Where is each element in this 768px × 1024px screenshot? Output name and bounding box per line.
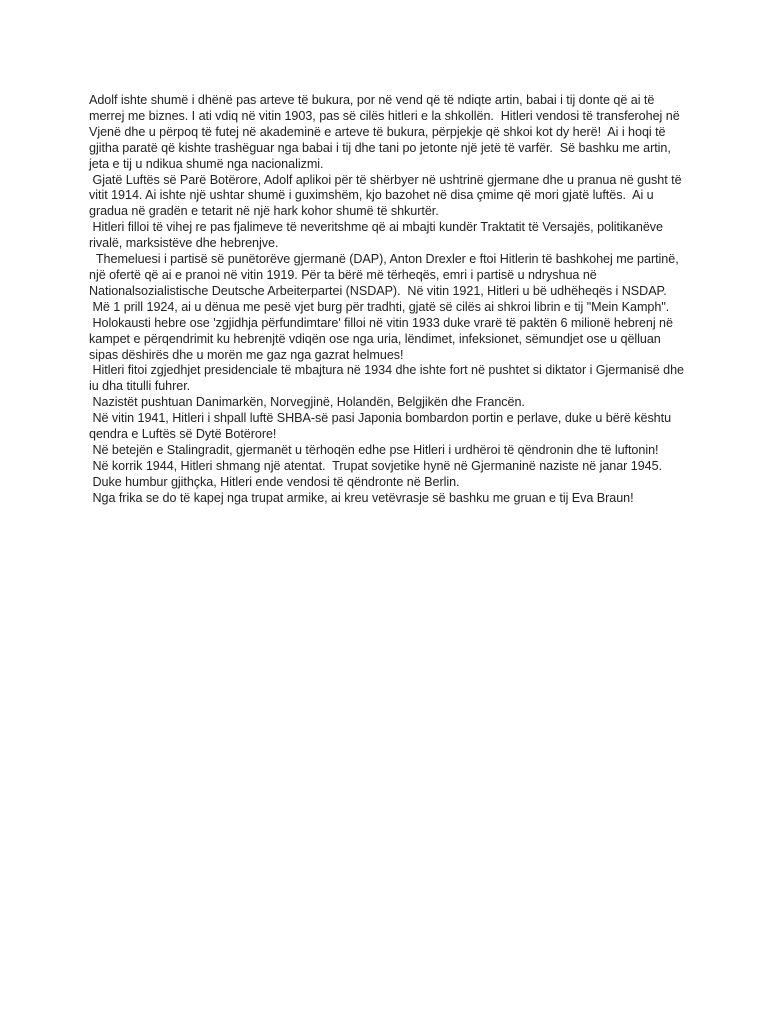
paragraph-11: Në korrik 1944, Hitleri shmang një atentat. Trupat sovjetike hynë në Gjermaninë naziste në janar 1945. — [89, 458, 663, 473]
paragraph-10: Në betejën e Stalingradit, gjermanët u tërhoqën edhe pse Hitleri i urdhëroi të qëndronin dhe të luftonin! — [89, 442, 659, 457]
document-body — [89, 93, 689, 507]
paragraph-8: Nazistët pushtuan Danimarkën, Norvegjinë, Holandën, Belgjikën dhe Francën. — [89, 395, 525, 410]
paragraph-6: Holokausti hebre ose 'zgjidhja përfundimtare' filloi në vitin 1933 duke vrarë të paktën 6 milionë hebrenj në kampet e përqendrimit ku hebrenjtë vdiqën ose nga uria, lëndimet, infeksionet, sëmundjet ose u qëlluan sipas dëshirës dhe u morën me gaz nga gazrat helmues! — [89, 315, 677, 362]
paragraph-13: Nga frika se do të kapej nga trupat armike, ai kreu vetëvrasje së bashku me gruan e tij Eva Braun! — [89, 490, 634, 505]
paragraph-1: Adolf ishte shumë i dhënë pas arteve të bukura, por në vend që të ndiqte artin, babai i tij donte që ai të merrej me biznes. I ati vdiq në vitin 1903, pas së cilës hitleri e la shkollën. Hitleri vendosi të transferohej në Vjenë dhe u përpoq të futej në akademinë e arteve të bukura, përpjekje që shkoi kot dy herë! Ai i hoqi të gjitha paratë që kishte trashëguar nga babai i tij dhe tani po jetonte një jetë të varfër. Së bashku me artin, jeta e tij u ndikua shumë nga nacionalizmi. — [89, 93, 684, 171]
paragraph-12: Duke humbur gjithçka, Hitleri ende vendosi të qëndronte në Berlin. — [89, 474, 460, 489]
paragraph-2: Gjatë Luftës së Parë Botërore, Adolf aplikoi për të shërbyer në ushtrinë gjermane dhe u pranua në gusht të vitit 1914. Ai ishte një ushtar shumë i guximshëm, kjo bazohet në disa çmime që mori gjatë luftës. Ai u gradua në gradën e tetarit në një hark kohor shumë të shkurtër. — [89, 172, 685, 219]
paragraph-7: Hitleri fitoi zgjedhjet presidenciale të mbajtura në 1934 dhe ishte fort në pushtet si diktator i Gjermanisë dhe iu dha titulli fuhrer. — [89, 363, 688, 394]
paragraph-3: Hitleri filloi të vihej re pas fjalimeve të neveritshme që ai mbajti kundër Traktatit të Versajës, politikanëve rivalë, marksistëve dhe hebrenjve. — [89, 220, 667, 251]
paragraph-9: Në vitin 1941, Hitleri i shpall luftë SHBA-së pasi Japonia bombardon portin e perlave, duke u bërë kështu qendra e Luftës së Dytë Botërore! — [89, 411, 675, 442]
paragraph-5: Më 1 prill 1924, ai u dënua me pesë vjet burg për tradhti, gjatë së cilës ai shkroi librin e tij "Mein Kamph". — [89, 299, 670, 314]
paragraph-4: Themeluesi i partisë së punëtorëve gjermanë (DAP), Anton Drexler e ftoi Hitlerin të bashkohej me partinë, një ofertë që ai e pranoi në vitin 1919. Për ta bërë më tërheqës, emri i partisë u ndryshua në Nationalsozialistische Deutsche Arbeiterpartei (NSDAP). Në vitin 1921, Hitleri u bë udhëheqës i NSDAP. — [89, 252, 683, 298]
